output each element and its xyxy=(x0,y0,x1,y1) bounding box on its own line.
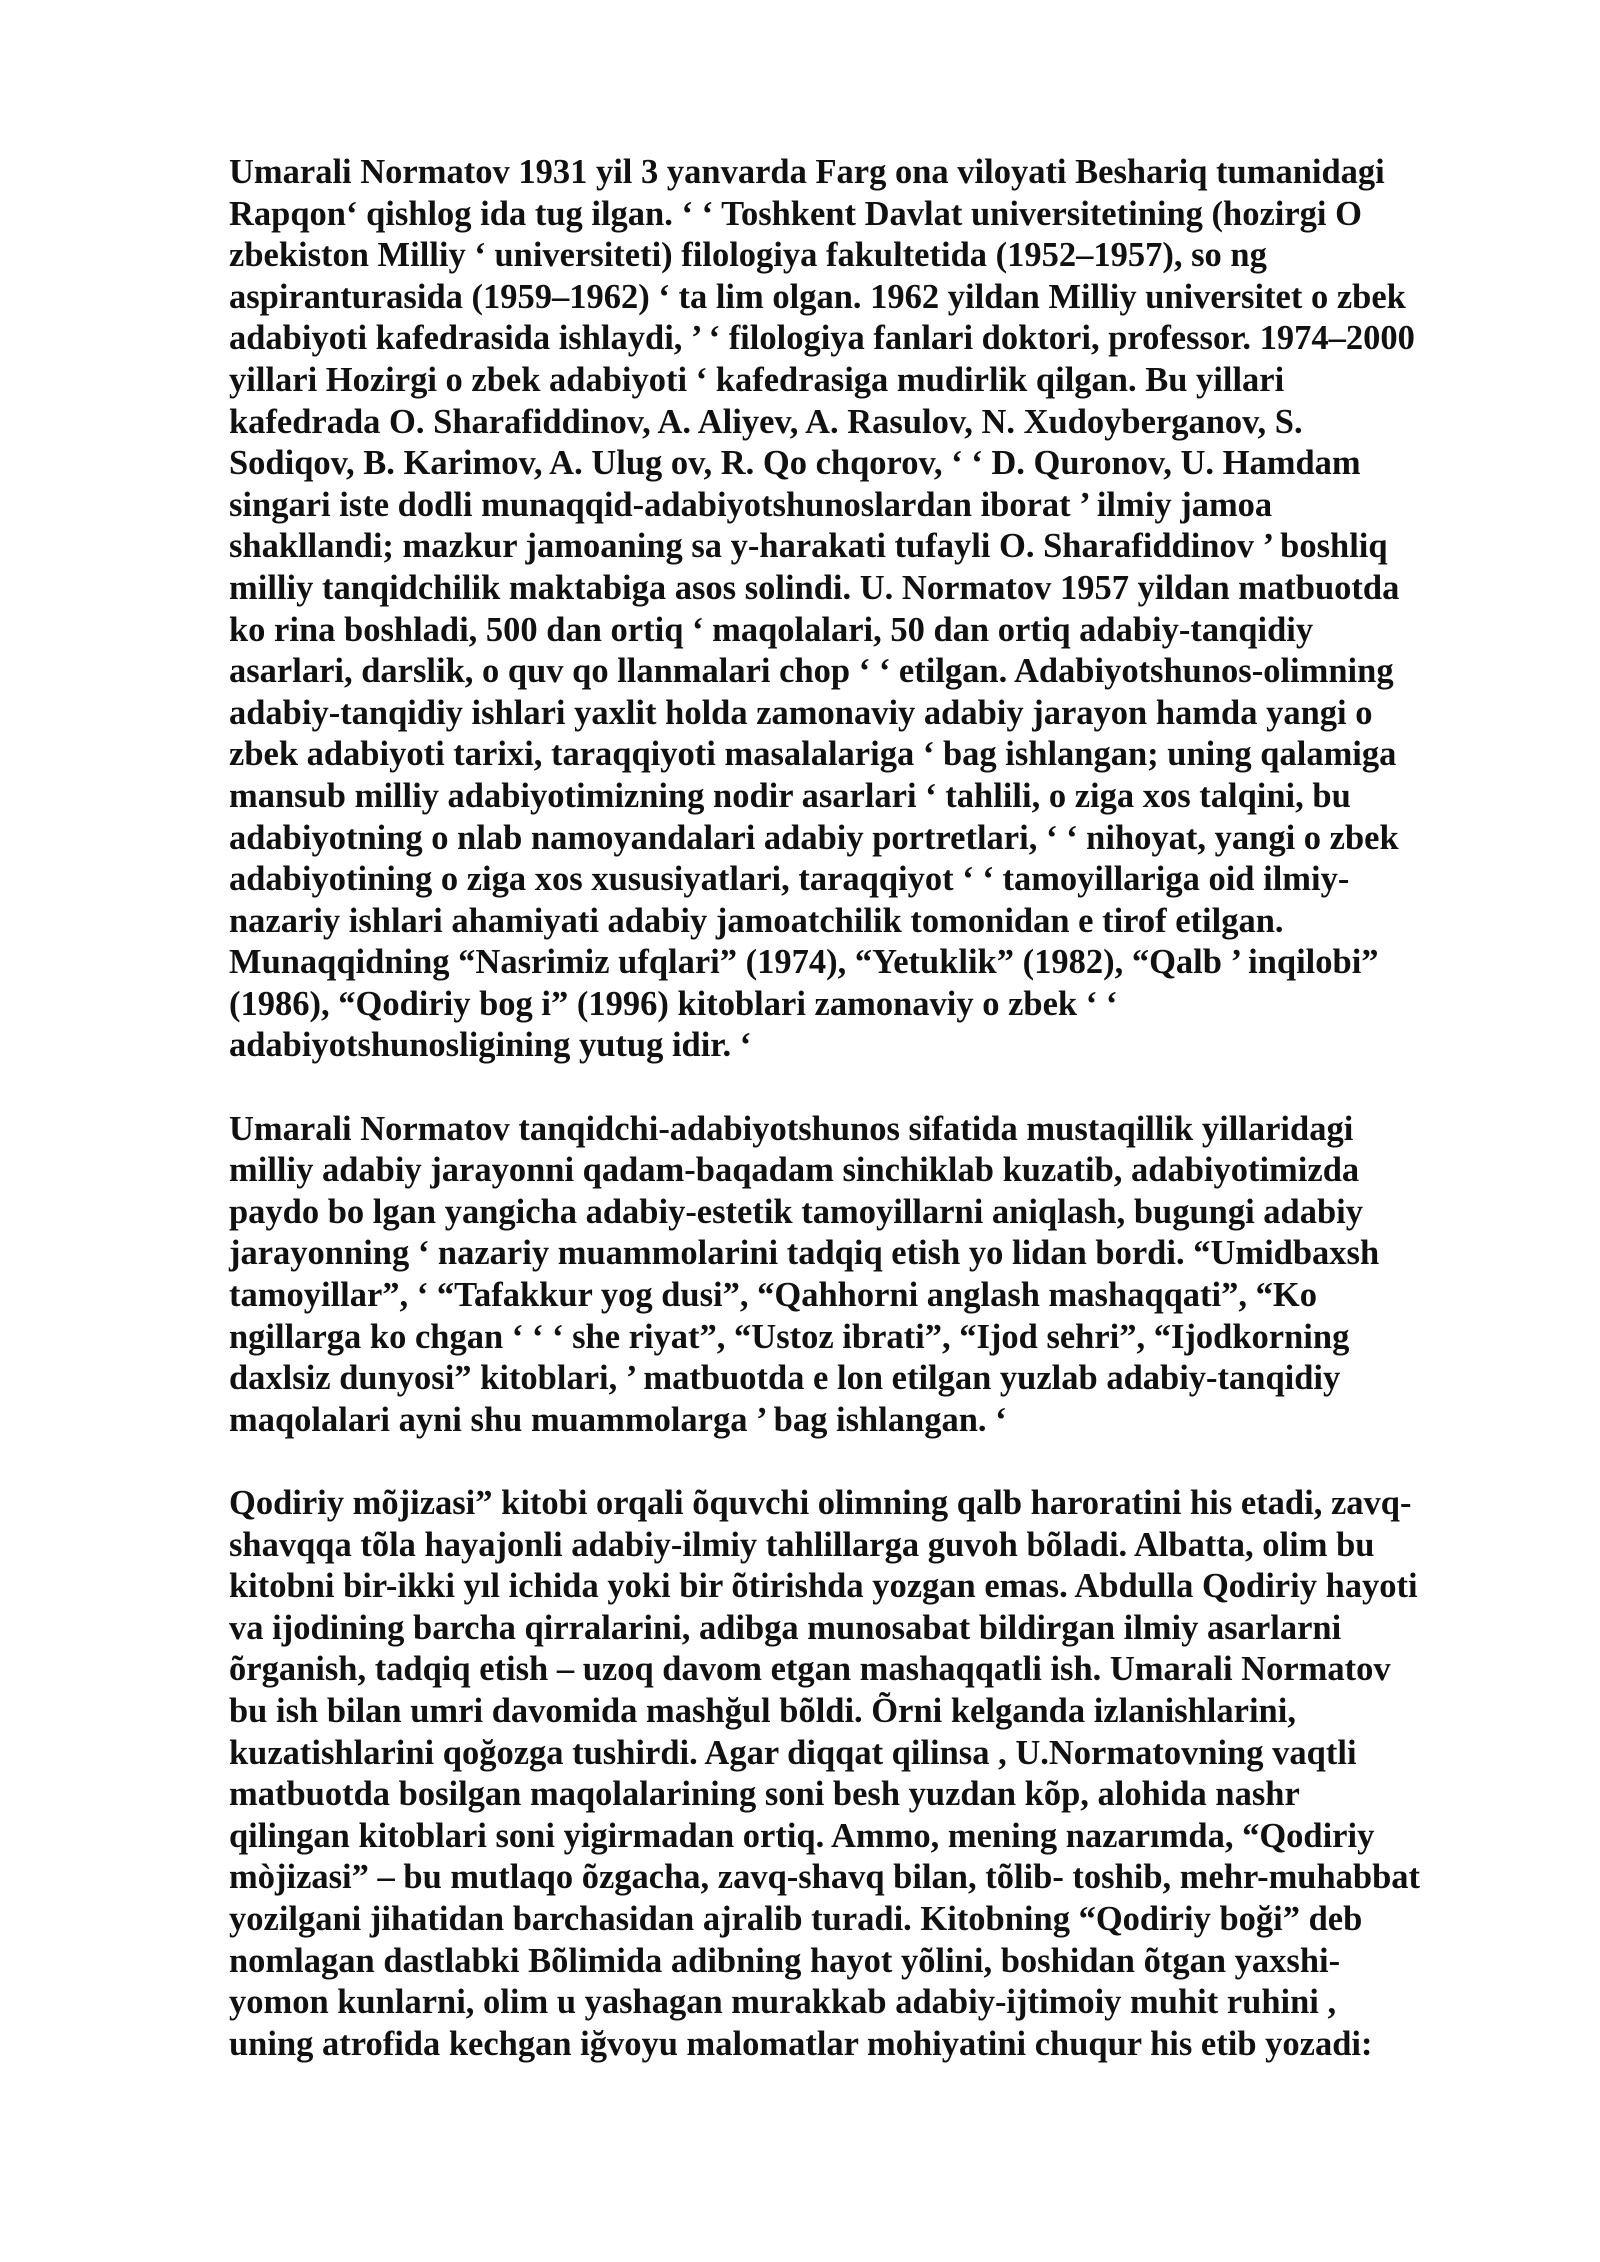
text-line: va ijodining barcha qirralarini, adibga munosabat bildirgan ilmiy asarlarni xyxy=(229,1608,1342,1647)
text-line: zbekiston Milliy ‘ universiteti) filologiya fakultetida (1952–1957), so ng xyxy=(229,236,1267,275)
text-line: mansub milliy adabiyotimizning nodir asarlari ‘ tahlili, o ziga xos talqini, bu xyxy=(229,776,1351,815)
text-line: (1986), “Qodiriy bog i” (1996) kitoblari zamonaviy o zbek ‘ ‘ xyxy=(229,984,1118,1023)
text-line: kuzatishlarini qoğozga tushirdi. Agar diqqat qilinsa , U.Normatovning vaqtli xyxy=(229,1733,1357,1772)
text-line: Munaqqidning “Nasrimiz ufqlari” (1974), “Yetuklik” (1982), “Qalb ’ inqilobi” xyxy=(229,943,1379,982)
paragraph-2 xyxy=(229,1109,1519,1442)
text-line: kafedrada O. Sharafiddinov, A. Aliyev, A. Rasulov, N. Xudoyberganov, S. xyxy=(229,402,1303,441)
text-line: paydo bo lgan yangicha adabiy-estetik tamoyillarni aniqlash, bugungi adabiy xyxy=(229,1192,1364,1231)
text-line: Rapqon‘ qishlog ida tug ilgan. ‘ ‘ Toshkent Davlat universitetining (hozirgi O xyxy=(229,194,1362,233)
text-line: Sodiqov, B. Karimov, A. Ulug ov, R. Qo chqorov, ‘ ‘ D. Quronov, U. Hamdam xyxy=(229,444,1361,483)
text-line: shavqqa tõla hayajonli adabiy-ilmiy tahlillarga guvoh bõladi. Albatta, olim bu xyxy=(229,1525,1375,1564)
text-line: yozilgani jihatidan barchasidan ajralib turadi. Kitobning “Qodiriy boği” deb xyxy=(229,1899,1363,1938)
document-body xyxy=(229,152,1519,2065)
text-line: ko rina boshladi, 500 dan ortiq ‘ maqolalari, 50 dan ortiq adabiy-tanqidiy xyxy=(229,610,1314,649)
text-line: uning atrofida kechgan iğvoyu malomatlar mohiyatini chuqur his etib yozadi: xyxy=(229,2024,1373,2063)
text-line: mòjizasi” – bu mutlaqo õzgacha, zavq-shavq bilan, tõlib- toshib, mehr-muhabbat xyxy=(229,1858,1421,1897)
text-line: adabiy-tanqidiy ishlari yaxlit holda zamonaviy adabiy jarayon hamda yangi o xyxy=(229,693,1373,732)
text-line: shakllandi; mazkur jamoaning sa y-harakati tufayli O. Sharafiddinov ’ boshliq xyxy=(229,527,1388,566)
text-line: qilingan kitoblari soni yigirmadan ortiq. Ammo, mening nazarımda, “Qodiriy xyxy=(229,1816,1375,1855)
paragraph-3 xyxy=(229,1483,1519,2065)
text-line: milliy tanqidchilik maktabiga asos solindi. U. Normatov 1957 yildan matbuotda xyxy=(229,568,1400,607)
text-line: Qodiriy mõjizasi” kitobi orqali õquvchi olimning qalb haroratini his etadi, zavq- xyxy=(229,1484,1412,1522)
text-line: yomon kunlarni, olim u yashagan murakkab adabiy-ijtimoiy muhit ruhini , xyxy=(229,1983,1337,2022)
text-line: adabiyoti kafedrasida ishlaydi, ’ ‘ filologiya fanlari doktori, professor. 1974–2000 xyxy=(229,319,1415,358)
text-line: yillari Hozirgi o zbek adabiyoti ‘ kafedrasiga mudirlik qilgan. Bu yillari xyxy=(229,360,1285,399)
text-line: matbuotda bosilgan maqolalarining soni besh yuzdan kõp, alohida nashr xyxy=(229,1775,1300,1814)
text-line: zbek adabiyoti tarixi, taraqqiyoti masalalariga ‘ bag ishlangan; uning qalamiga xyxy=(229,735,1397,774)
text-line: tamoyillar”, ‘ “Tafakkur yog dusi”, “Qahhorni anglash mashaqqati”, “Ko xyxy=(229,1276,1317,1315)
text-line: kitobni bir-ikki yıl ichida yoki bir õtirishda yozgan emas. Abdulla Qodiriy hayoti xyxy=(229,1567,1418,1606)
text-line: daxlsiz dunyosi” kitoblari, ’ matbuotda e lon etilgan yuzlab adabiy-tanqidiy xyxy=(229,1359,1341,1398)
text-line: asarlari, darslik, o quv qo llanmalari chop ‘ ‘ etilgan. Adabiyotshunos-olimning xyxy=(229,652,1394,691)
text-line: singari iste dodli munaqqid-adabiyotshunoslardan iborat ’ ilmiy jamoa xyxy=(229,485,1273,524)
text-line: adabiyotshunosligining yutug idir. ‘ xyxy=(229,1026,752,1065)
text-line: aspiranturasida (1959–1962) ‘ ta lim olgan. 1962 yildan Milliy universitet o zbek xyxy=(229,277,1406,316)
text-line: õrganish, tadqiq etish – uzoq davom etgan mashaqqatli ish. Umarali Normatov xyxy=(229,1650,1391,1689)
text-line: bu ish bilan umri davomida mashğul bõldi. Õrni kelganda izlanishlarini, xyxy=(229,1691,1296,1730)
paragraph-1 xyxy=(229,152,1519,1067)
text-line: nomlagan dastlabki Bõlimida adibning hayot yõlini, boshidan õtgan yaxshi- xyxy=(229,1941,1341,1980)
text-line: nazariy ishlari ahamiyati adabiy jamoatchilik tomonidan e tirof etilgan. xyxy=(229,901,1284,940)
text-line: Umarali Normatov 1931 yil 3 yanvarda Farg ona viloyati Beshariq tumanidagi xyxy=(229,153,1385,191)
text-line: adabiyotining o ziga xos xususiyatlari, taraqqiyot ‘ ‘ tamoyillariga oid ilmiy- xyxy=(229,860,1350,899)
text-line: Umarali Normatov tanqidchi-adabiyotshunos sifatida mustaqillik yillaridagi xyxy=(229,1109,1354,1148)
text-line: maqolalari ayni shu muammolarga ’ bag ishlangan. ‘ xyxy=(229,1400,1007,1439)
text-line: jarayonning ‘ nazariy muammolarini tadqiq etish yo lidan bordi. “Umidbaxsh xyxy=(229,1234,1380,1273)
text-line: adabiyotning o nlab namoyandalari adabiy portretlari, ‘ ‘ nihoyat, yangi o zbek xyxy=(229,818,1399,857)
text-line: ngillarga ko chgan ‘ ‘ ‘ she riyat”, “Ustoz ibrati”, “Ijod sehri”, “Ijodkorning xyxy=(229,1317,1350,1356)
text-line: milliy adabiy jarayonni qadam-baqadam sinchiklab kuzatib, adabiyotimizda xyxy=(229,1151,1360,1190)
